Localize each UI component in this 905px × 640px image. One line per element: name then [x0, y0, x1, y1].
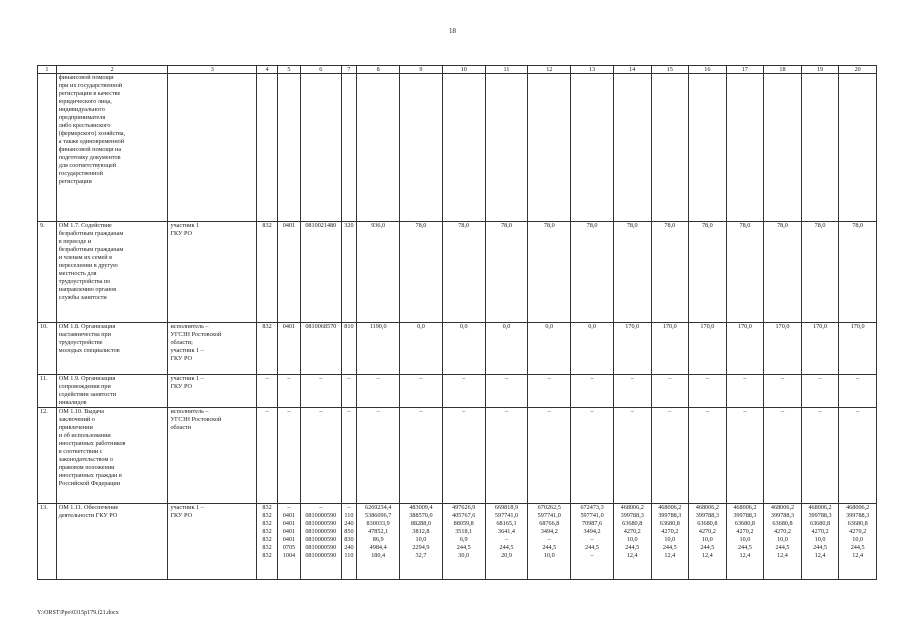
cell-value: 468006,2 399788,3 63680,8 4270,2 10,0 244,5 12,4	[839, 504, 877, 580]
cell-value: 0,0	[400, 323, 443, 375]
cell-value: 0,0	[485, 323, 528, 375]
cell-value: 78,0	[528, 222, 571, 323]
cell-value: 170,0	[651, 323, 689, 375]
cell-rzpr: –	[277, 408, 300, 504]
cell-value: 468006,2 399788,3 63680,8 4270,2 10,0 244,5 12,4	[726, 504, 764, 580]
cell-value: –	[764, 375, 802, 408]
cell-csr: –	[300, 375, 341, 408]
cell-executor: участник 1 – ГКУ РО	[168, 375, 257, 408]
cell-value	[764, 74, 802, 222]
column-number-row	[38, 66, 877, 74]
footer-file-path: Y:\ORST\Ppo\0315p179.f21.docx	[37, 610, 119, 616]
cell-value: 78,0	[442, 222, 485, 323]
cell-value: 936,0	[357, 222, 400, 323]
cell-value: –	[839, 408, 877, 504]
cell-executor: исполнитель – УГСЗН Ростовской области; участник 1 – ГКУ РО	[168, 323, 257, 375]
cell-vr: –	[341, 408, 357, 504]
cell-grbs: 832	[257, 222, 278, 323]
cell-num: 13.	[38, 504, 57, 580]
cell-value: 170,0	[689, 323, 727, 375]
cell-value: 672473,3 597741,0 70987,6 3494,2 – 244,5 –	[571, 504, 614, 580]
cell-name: ОМ 1.9. Организация сопровождения при содействии занятости инвалидов	[56, 375, 168, 408]
cell-value: –	[571, 408, 614, 504]
cell-value: 170,0	[613, 323, 651, 375]
cell-value: 468006,2 399788,3 63680,8 4270,2 10,0 244,5 12,4	[764, 504, 802, 580]
cell-value: 78,0	[839, 222, 877, 323]
cell-value: 78,0	[801, 222, 839, 323]
cell-num: 10.	[38, 323, 57, 375]
cell-value: –	[571, 375, 614, 408]
cell-value: 669818,9 597741,0 68165,1 3641,4 – 244,5 20,9	[485, 504, 528, 580]
column-number-cell: 9	[400, 66, 443, 74]
cell-num	[38, 74, 57, 222]
cell-value: –	[839, 375, 877, 408]
cell-value	[651, 74, 689, 222]
cell-value: –	[485, 408, 528, 504]
cell-vr: – 110 240 850 830 240 110	[341, 504, 357, 580]
column-number-cell: 14	[613, 66, 651, 74]
cell-num: 12.	[38, 408, 57, 504]
cell-value: 468006,2 399788,3 63680,8 4270,2 10,0 244,5 12,4	[651, 504, 689, 580]
column-number-cell: 2	[56, 66, 168, 74]
cell-grbs: 832	[257, 323, 278, 375]
cell-value: 78,0	[689, 222, 727, 323]
cell-executor	[168, 74, 257, 222]
column-number-cell: 17	[726, 66, 764, 74]
cell-value: 0,0	[442, 323, 485, 375]
cell-value: 78,0	[613, 222, 651, 323]
cell-csr	[300, 74, 341, 222]
cell-value: 670262,5 597741,0 68766,8 3494,2 – 244,5 10,0	[528, 504, 571, 580]
cell-value: –	[400, 375, 443, 408]
column-number-cell: 15	[651, 66, 689, 74]
cell-value: –	[485, 375, 528, 408]
cell-name: ОМ 1.8. Организация наставничества при трудоустройстве молодых специалистов	[56, 323, 168, 375]
cell-value: –	[689, 375, 727, 408]
cell-value: –	[400, 408, 443, 504]
cell-value: 78,0	[485, 222, 528, 323]
cell-value: –	[726, 375, 764, 408]
column-number-cell: 11	[485, 66, 528, 74]
cell-value: –	[357, 408, 400, 504]
cell-value: 0,0	[571, 323, 614, 375]
cell-csr: – 0810000590 0810000590 0810000590 0810000590 0810000590 0810000590	[300, 504, 341, 580]
cell-name: ОМ 1.11. Обеспечение деятельности ГКУ РО	[56, 504, 168, 580]
cell-rzpr: 0401	[277, 222, 300, 323]
cell-value	[442, 74, 485, 222]
cell-grbs: 832 832 832 832 832 832 832	[257, 504, 278, 580]
cell-value: 78,0	[726, 222, 764, 323]
table-row	[38, 323, 877, 375]
cell-value	[839, 74, 877, 222]
column-number-cell: 5	[277, 66, 300, 74]
cell-value	[613, 74, 651, 222]
cell-num: 11.	[38, 375, 57, 408]
cell-value: –	[726, 408, 764, 504]
column-number-cell: 20	[839, 66, 877, 74]
cell-executor: участник 1 – ГКУ РО	[168, 504, 257, 580]
cell-value: 468006,2 399788,3 63680,8 4270,2 10,0 244,5 12,4	[613, 504, 651, 580]
cell-vr: –	[341, 375, 357, 408]
cell-value: –	[357, 375, 400, 408]
table-row	[38, 74, 877, 222]
cell-value	[400, 74, 443, 222]
cell-value: –	[528, 408, 571, 504]
cell-value: 78,0	[571, 222, 614, 323]
cell-value: –	[613, 375, 651, 408]
cell-value: 468006,2 399788,3 63680,8 4270,2 10,0 244,5 12,4	[801, 504, 839, 580]
column-number-cell: 13	[571, 66, 614, 74]
table-row	[38, 408, 877, 504]
column-number-cell: 10	[442, 66, 485, 74]
cell-value: –	[801, 375, 839, 408]
cell-num: 9.	[38, 222, 57, 323]
cell-value	[726, 74, 764, 222]
table-row	[38, 375, 877, 408]
cell-vr: 810	[341, 323, 357, 375]
cell-csr: 0810068570	[300, 323, 341, 375]
cell-executor: участник 1 ГКУ РО	[168, 222, 257, 323]
cell-value: –	[528, 375, 571, 408]
cell-value: 497626,9 405767,6 88059,8 3518,1 6,9 244,5 30,0	[442, 504, 485, 580]
cell-value: 78,0	[764, 222, 802, 323]
cell-value	[357, 74, 400, 222]
cell-value: –	[801, 408, 839, 504]
cell-vr	[341, 74, 357, 222]
cell-value: –	[651, 375, 689, 408]
cell-value: 78,0	[651, 222, 689, 323]
cell-value: –	[613, 408, 651, 504]
page-number: 18	[449, 27, 456, 35]
column-number-cell: 3	[168, 66, 257, 74]
column-number-cell: 6	[300, 66, 341, 74]
cell-value: –	[442, 375, 485, 408]
cell-executor: исполнитель – УГСЗН Ростовской области	[168, 408, 257, 504]
cell-value	[571, 74, 614, 222]
column-number-cell: 16	[689, 66, 727, 74]
cell-value: 1190,0	[357, 323, 400, 375]
column-number-cell: 19	[801, 66, 839, 74]
cell-value	[801, 74, 839, 222]
cell-name: ОМ 1.10. Выдача заключений о привлечении и об использовании иностранных работников в соответствии с законодательством о правовом положении иностранных граждан в Российской Федерации	[56, 408, 168, 504]
column-number-cell: 1	[38, 66, 57, 74]
cell-value	[528, 74, 571, 222]
table-row	[38, 504, 877, 580]
cell-value: 0,0	[528, 323, 571, 375]
cell-grbs: –	[257, 375, 278, 408]
cell-name: ОМ 1.7. Содействие безработным гражданам в переезде и безработным гражданам и членам их семей в переселении в другую местность для трудоустройства по направлению органов службы занятости	[56, 222, 168, 323]
cell-value: 170,0	[726, 323, 764, 375]
table-body	[38, 66, 877, 580]
cell-value: –	[651, 408, 689, 504]
cell-rzpr: –	[277, 375, 300, 408]
cell-value: –	[689, 408, 727, 504]
column-number-cell: 4	[257, 66, 278, 74]
cell-value	[689, 74, 727, 222]
cell-value: 483009,4 388570,0 88288,0 3812,8 10,0 2294,9 32,7	[400, 504, 443, 580]
cell-value	[485, 74, 528, 222]
cell-value: 78,0	[400, 222, 443, 323]
column-number-cell: 12	[528, 66, 571, 74]
cell-grbs: –	[257, 408, 278, 504]
cell-value: 6269234,4 5386096,7 830033,9 47852,1 86,9 4984,4 180,4	[357, 504, 400, 580]
cell-rzpr: 0401	[277, 323, 300, 375]
cell-value: 170,0	[764, 323, 802, 375]
cell-value: 170,0	[839, 323, 877, 375]
cell-name: финансовой помощи при их государственной регистрации в качестве юридического лица, индивидуального предпринимателя либо крестьянского (фермерского) хозяйства, а также единовременной финансовой помощи на подготовку документов для соответствующей государственной регистрации	[56, 74, 168, 222]
cell-csr: 0810021480	[300, 222, 341, 323]
table-row	[38, 222, 877, 323]
cell-rzpr: – 0401 0401 0401 0401 0705 1004	[277, 504, 300, 580]
cell-vr: 320	[341, 222, 357, 323]
cell-rzpr	[277, 74, 300, 222]
cell-value: 170,0	[801, 323, 839, 375]
cell-value: –	[442, 408, 485, 504]
cell-grbs	[257, 74, 278, 222]
column-number-cell: 8	[357, 66, 400, 74]
budget-table	[37, 65, 877, 580]
cell-csr: –	[300, 408, 341, 504]
column-number-cell: 7	[341, 66, 357, 74]
cell-value: –	[764, 408, 802, 504]
cell-value: 468006,2 399788,3 63680,8 4270,2 10,0 244,5 12,4	[689, 504, 727, 580]
column-number-cell: 18	[764, 66, 802, 74]
